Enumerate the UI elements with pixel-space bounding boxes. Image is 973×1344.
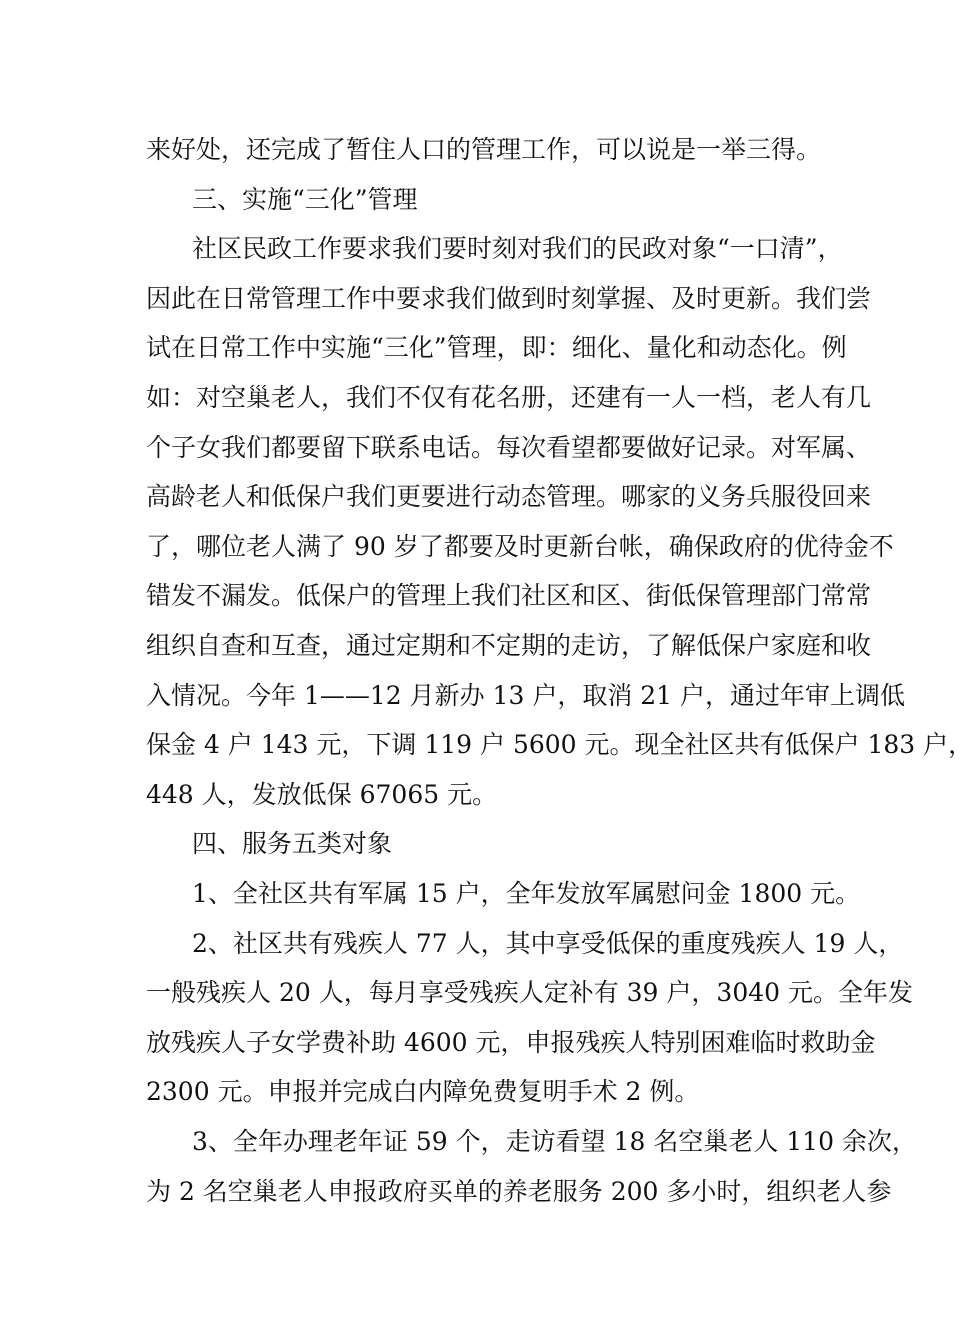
text-line: 个子女我们都要留下联系电话。每次看望都要做好记录。对军属、 (146, 433, 872, 462)
section-heading: 三、实施“三化”管理 (192, 185, 418, 214)
text-line: 因此在日常管理工作中要求我们做到时刻掌握、及时更新。我们尝 (146, 284, 872, 313)
text-line: 了，哪位老人满了 90 岁了都要及时更新台帐，确保政府的优待金不 (146, 532, 894, 561)
text-line: 为 2 名空巢老人申报政府买单的养老服务 200 多小时，组织老人参 (146, 1177, 892, 1206)
text-line: 组织自查和互查，通过定期和不定期的走访，了解低保户家庭和收 (146, 631, 872, 660)
text-line: 1、全社区共有军属 15 户，全年发放军属慰问金 1800 元。 (192, 879, 861, 908)
text-line: 448 人，发放低保 67065 元。 (146, 780, 498, 809)
text-line: 一般残疾人 20 人，每月享受残疾人定补有 39 户，3040 元。全年发 (146, 978, 913, 1007)
text-line: 放残疾人子女学费补助 4600 元，申报残疾人特别困难临时救助金 (146, 1028, 876, 1057)
section-heading: 四、服务五类对象 (192, 829, 393, 858)
text-line: 如：对空巢老人，我们不仅有花名册，还建有一人一档，老人有几 (146, 383, 872, 412)
text-line: 社区民政工作要求我们要时刻对我们的民政对象“一口清”， (192, 234, 843, 263)
text-line: 2、社区共有残疾人 77 人，其中享受低保的重度残疾人 19 人， (192, 929, 904, 958)
text-line: 3、全年办理老年证 59 个，走访看望 18 名空巢老人 110 余次， (192, 1127, 917, 1156)
text-line: 来好处，还完成了暂住人口的管理工作，可以说是一举三得。 (146, 135, 822, 164)
text-line: 试在日常工作中实施“三化”管理，即：细化、量化和动态化。例 (146, 333, 847, 362)
text-line: 2300 元。申报并完成白内障免费复明手术 2 例。 (146, 1077, 700, 1106)
text-line: 错发不漏发。低保户的管理上我们社区和区、街低保管理部门常常 (146, 581, 872, 610)
text-line: 保金 4 户 143 元，下调 119 户 5600 元。现全社区共有低保户 183 户， (146, 730, 973, 759)
text-line: 高龄老人和低保户我们更要进行动态管理。哪家的义务兵服役回来 (146, 482, 872, 511)
text-line: 入情况。今年 1——12 月新办 13 户，取消 21 户，通过年审上调低 (146, 681, 906, 710)
